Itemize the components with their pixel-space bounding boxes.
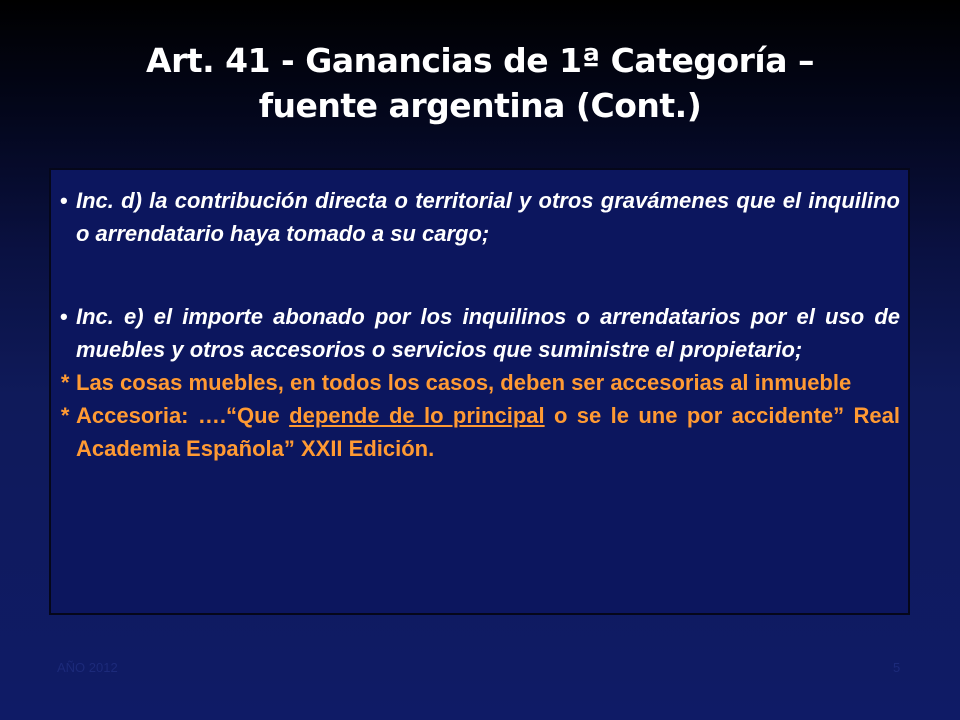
note-accesoria — [60, 399, 900, 465]
note-text: Las cosas muebles, en todos los casos, deben ser accesorias al inmueble — [76, 370, 852, 395]
asterisk-icon: * — [60, 370, 69, 395]
slide-title — [0, 38, 960, 128]
slide-title-line-1: Art. 41 - Ganancias de 1ª Categoría – — [146, 41, 814, 80]
bullet-icon: • — [60, 304, 68, 329]
note-cosas-muebles — [60, 366, 900, 399]
bullet-icon: • — [60, 188, 68, 213]
bullet-text: Inc. e) el importe abonado por los inquilinos o arrendatarios por el uso de muebles y otros accesorios o servicios que suministre el propietario; — [76, 304, 900, 362]
asterisk-icon: * — [60, 403, 69, 428]
slide-number: 5 — [893, 660, 901, 675]
footer-year: AÑO 2012 — [57, 660, 118, 675]
note-text-underlined: depende de lo principal — [289, 403, 545, 428]
note-text-before: Accesoria: ….“Que — [76, 403, 290, 428]
slide-title-line-2: fuente argentina (Cont.) — [258, 86, 702, 125]
note-text-after: o se le une por accidente” Real Academia Española” XXII Edición. — [76, 403, 900, 461]
bullet-item-inc-d — [60, 184, 900, 250]
content-area — [60, 178, 900, 465]
bullet-text: Inc. d) la contribución directa o territorial y otros gravámenes que el inquilino o arrendatario haya tomado a su cargo; — [76, 188, 900, 246]
bullet-item-inc-e — [60, 300, 900, 366]
